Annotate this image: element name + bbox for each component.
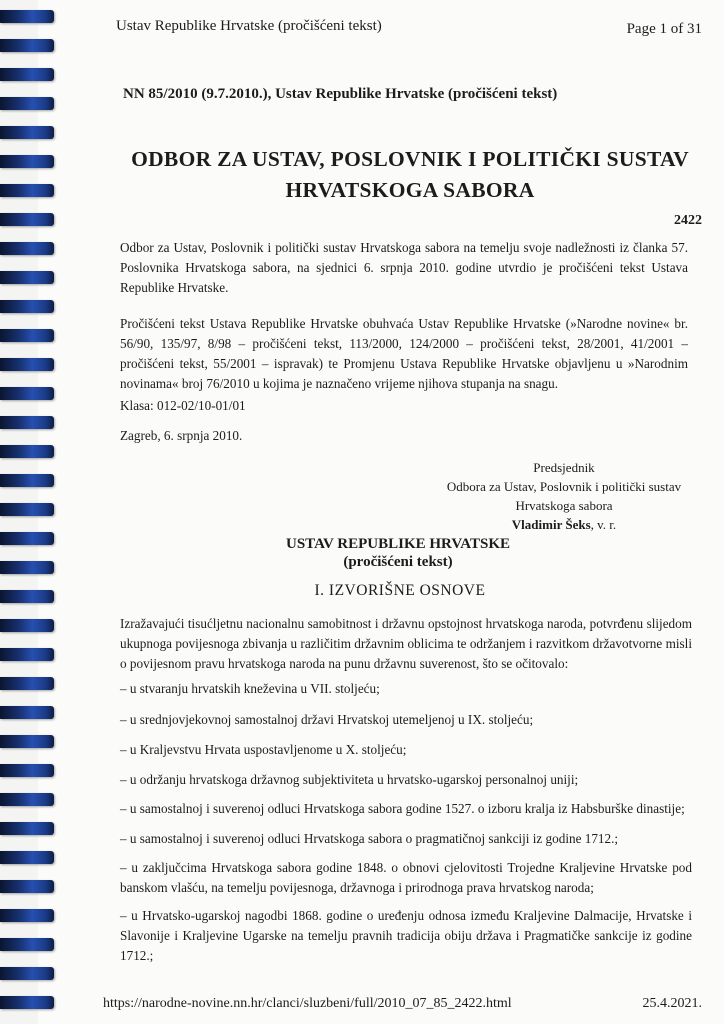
binding-ring xyxy=(0,880,54,893)
binding-ring xyxy=(0,996,54,1009)
klasa-line: Klasa: 012-02/10-01/01 xyxy=(120,398,246,413)
binding-ring xyxy=(0,561,54,574)
binding-ring xyxy=(0,648,54,661)
binding-ring xyxy=(0,764,54,777)
binding-ring xyxy=(0,271,54,284)
binding-ring xyxy=(0,68,54,81)
signature-role: Predsjednik xyxy=(533,460,595,475)
intro-paragraph-1: Odbor za Ustav, Poslovnik i politički sustav Hrvatskoga sabora na temelju svoje nadležnosti iz članka 57. Poslovnika Hrvatskoga sabora, na sjednici 6. srpnja 2010. godine utvrdio je pročišćeni tekst Ustava Republike Hrvatske. xyxy=(120,240,688,295)
signature-body-line1: Odbora za Ustav, Poslovnik i politički sustav xyxy=(446,479,682,494)
binding-ring xyxy=(0,474,54,487)
constitution-title-line2: (pročišćeni tekst) xyxy=(343,554,453,570)
binding-ring xyxy=(0,909,54,922)
binding-ring xyxy=(0,503,54,516)
binding-ring xyxy=(0,155,54,168)
binding-ring xyxy=(0,851,54,864)
binding-ring xyxy=(0,358,54,371)
binding-ring xyxy=(0,213,54,226)
binding-ring xyxy=(0,329,54,342)
binding-ring xyxy=(0,10,54,23)
signature-suffix: , v. r. xyxy=(590,517,617,532)
spiral-binding xyxy=(0,0,56,1024)
binding-ring xyxy=(0,938,54,951)
binding-ring xyxy=(0,242,54,255)
binding-ring xyxy=(0,416,54,429)
binding-ring xyxy=(0,822,54,835)
intro-paragraph-2: Pročišćeni tekst Ustava Republike Hrvatske obuhvaća Ustav Republike Hrvatske (»Narodne novine« br. 56/90, 135/97, 8/98 – pročišćeni tekst, 113/2000, 124/2000 – pročišćeni tekst, 28/2001, 41/2001 – pročišćeni tekst, 55/2001 – ispravak) te Promjenu Ustava Republike Hrvatske objavljenu u »Narodnim novinama« broj 76/2010 u kojima je naznačeno vrijeme njihova stupanja na snagu. xyxy=(120,316,688,391)
binding-ring xyxy=(0,619,54,632)
signature-name: Vladimir Šeks xyxy=(511,517,591,532)
committee-title xyxy=(110,144,710,206)
binding-ring xyxy=(0,967,54,980)
binding-ring xyxy=(0,532,54,545)
binding-ring xyxy=(0,793,54,806)
list-item: – u srednjovjekovnoj samostalnoj državi Hrvatskoj utemeljenoj u IX. stoljeću; xyxy=(120,712,534,727)
binding-ring xyxy=(0,126,54,139)
constitution-title xyxy=(248,535,548,571)
signature-name-line xyxy=(440,515,688,534)
list-item: – u Kraljevstvu Hrvata uspostavljenome u X. stoljeću; xyxy=(120,742,407,757)
binding-ring xyxy=(0,97,54,110)
list-item: – u stvaranju hrvatskih kneževina u VII. stoljeću; xyxy=(120,681,380,696)
list-item: – u Hrvatsko-ugarskoj nagodbi 1868. godine o uređenju odnosa između Kraljevine Dalmacije, Hrvatske i Slavonije i Kraljevine Ugarske na temelju pravnih tradicija obiju država i Pragmatičke sankcije iz godine 1712.; xyxy=(120,908,692,963)
footer-source-url[interactable]: https://narodne-novine.nn.hr/clanci/sluzbeni/full/2010_07_85_2422.html xyxy=(103,996,512,1011)
binding-ring xyxy=(0,677,54,690)
list-item: – u održanju hrvatskoga državnog subjektiviteta u hrvatsko-ugarskoj personalnoj uniji; xyxy=(120,772,579,787)
binding-ring xyxy=(0,387,54,400)
committee-title-line2: HRVATSKOGA SABORA xyxy=(285,178,535,202)
constitution-title-line1: USTAV REPUBLIKE HRVATSKE xyxy=(286,536,510,552)
committee-title-line1: ODBOR ZA USTAV, POSLOVNIK I POLITIČKI SUSTAV xyxy=(131,147,689,171)
list-item: – u samostalnoj i suverenoj odluci Hrvatskoga sabora godine 1527. o izboru kralja iz Habsburške dinastije; xyxy=(120,801,685,816)
place-date-line: Zagreb, 6. srpnja 2010. xyxy=(120,428,243,443)
header-page-label: Page 1 of 31 xyxy=(626,21,702,37)
binding-ring xyxy=(0,300,54,313)
binding-ring xyxy=(0,706,54,719)
gazette-title: NN 85/2010 (9.7.2010.), Ustav Republike Hrvatske (pročišćeni tekst) xyxy=(123,86,558,102)
binding-ring xyxy=(0,39,54,52)
header-document-name: Ustav Republike Hrvatske (pročišćeni tekst) xyxy=(116,18,382,34)
footer-print-date: 25.4.2021. xyxy=(642,996,702,1011)
binding-ring xyxy=(0,735,54,748)
document-number: 2422 xyxy=(674,213,702,228)
list-item: – u samostalnoj i suverenoj odluci Hrvatskoga sabora o pragmatičnoj sankciji iz godine 1712.; xyxy=(120,831,619,846)
binding-ring xyxy=(0,445,54,458)
signature-body-line2: Hrvatskoga sabora xyxy=(515,498,613,513)
binding-ring xyxy=(0,184,54,197)
body-intro-paragraph: Izražavajući tisućljetnu nacionalnu samobitnost i državnu opstojnost hrvatskoga naroda, potvrđenu slijedom ukupnoga povijesnoga zbivanja u različitim državnim oblicima te održanjem i razvitkom državotvorne misli o povijesnom pravu hrvatskoga naroda na punu državnu suverenost, što se očitovalo: xyxy=(120,616,692,671)
signature-block xyxy=(440,458,688,534)
list-item: – u zaključcima Hrvatskoga sabora godine 1848. o obnovi cjelovitosti Trojedne Kraljevine Hrvatske pod banskom vlašću, na temelju povijesnoga, državnoga i prirodnoga prava hrvatskog naroda; xyxy=(120,860,692,895)
binding-ring xyxy=(0,590,54,603)
section-heading: I. IZVORIŠNE OSNOVE xyxy=(314,582,486,599)
